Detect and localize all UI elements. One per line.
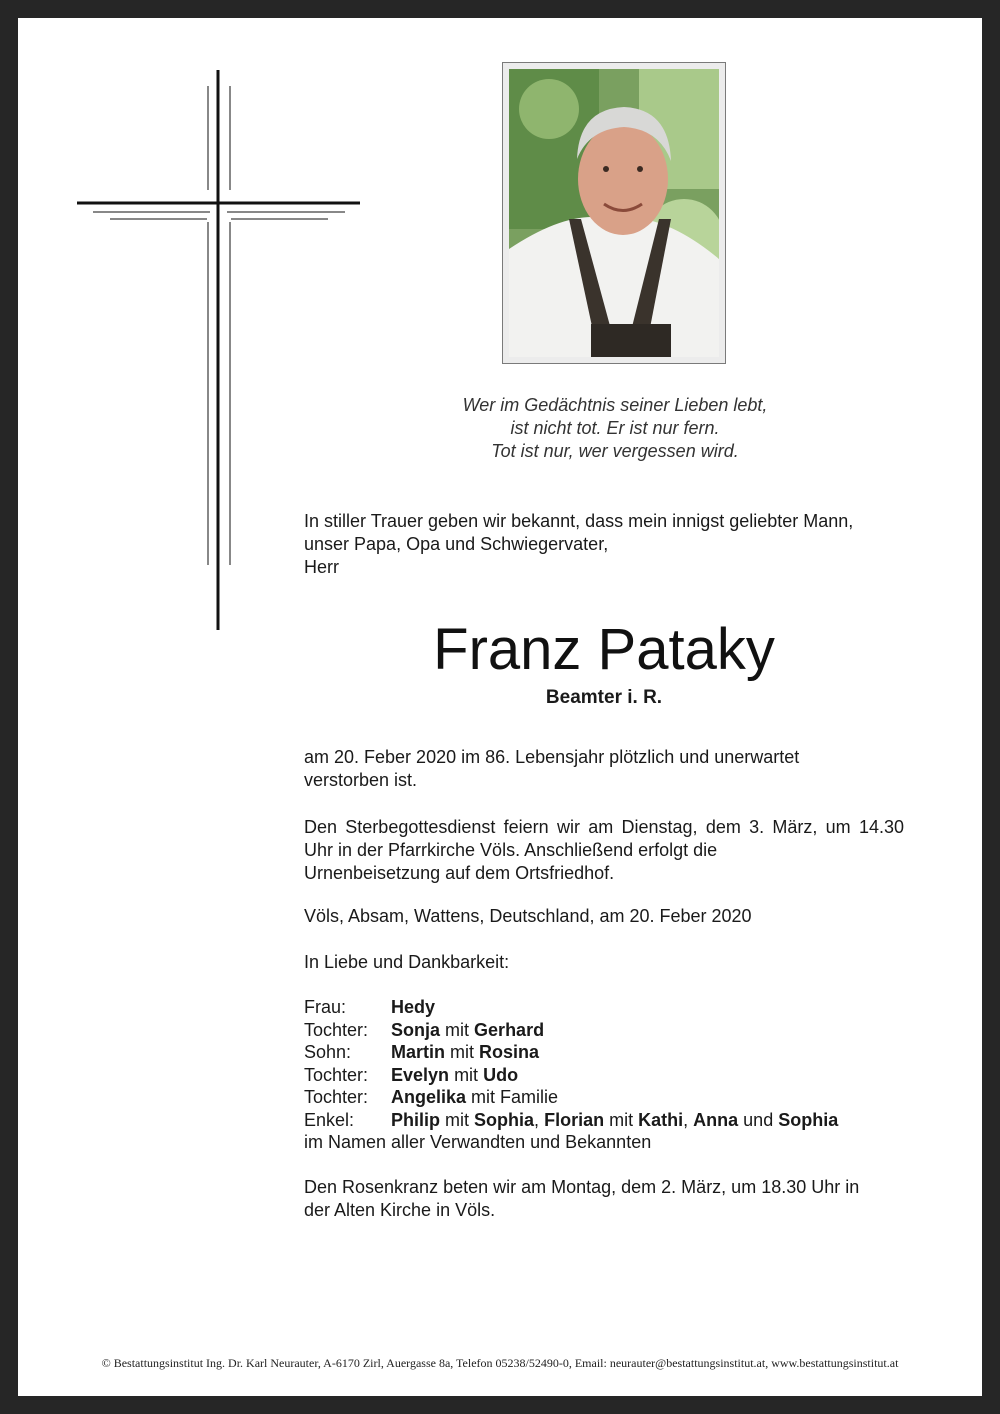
portrait-photo	[502, 62, 726, 364]
mourners-closing: im Namen aller Verwandten und Bekannten	[304, 1132, 652, 1152]
relation-label: Enkel:	[304, 1109, 355, 1130]
mourner-name: Anna	[693, 1109, 739, 1130]
intro-line: Herr	[304, 557, 339, 577]
relation-label: Tochter:	[304, 1087, 369, 1107]
mourner-row	[304, 1064, 924, 1087]
mourner-name: Hedy	[391, 997, 436, 1017]
mourner-name: Florian	[544, 1109, 605, 1130]
mourners-list	[304, 996, 924, 1154]
memorial-quote	[400, 394, 830, 463]
mourner-name: Philip	[391, 1109, 440, 1130]
funeral-home-footer: © Bestattungsinstitut Ing. Dr. Karl Neurauter, A-6170 Zirl, Auergasse 8a, Telefon 05238/52490-0, Email: neurauter@bestattungsinstitut.at, www.bestattungsinstitut.at	[101, 1356, 899, 1370]
mourner-row	[304, 1086, 924, 1109]
relation-label: Frau:	[304, 997, 347, 1017]
mourner-row	[304, 1109, 924, 1132]
mourner-row	[304, 1041, 924, 1064]
mourner-name: Sophia	[474, 1109, 535, 1130]
comma: ,	[534, 1109, 540, 1130]
announcement-intro	[304, 510, 924, 579]
funeral-service	[304, 816, 904, 885]
death-notice-line: am 20. Feber 2020 im 86. Lebensjahr plötzlich und unerwartet	[304, 747, 800, 767]
relation-label: Tochter:	[304, 1019, 369, 1040]
deceased-title: Beamter i. R.	[545, 687, 663, 708]
relation-label: Sohn:	[304, 1042, 352, 1062]
mourner-name: Kathi	[638, 1109, 684, 1130]
connector-text: mit Familie	[471, 1087, 559, 1107]
intro-line: unser Papa, Opa und Schwiegervater,	[304, 534, 609, 554]
connector-text: mit	[445, 1019, 470, 1040]
gratitude-line: In Liebe und Dankbarkeit:	[304, 952, 510, 972]
rosary-line: der Alten Kirche in Völs.	[304, 1200, 496, 1220]
mourner-name: Sophia	[778, 1109, 839, 1130]
mourner-name: Angelika	[391, 1087, 467, 1107]
mourner-name: Gerhard	[474, 1019, 545, 1040]
mourner-name: Sonja	[391, 1019, 441, 1040]
connector-text: mit	[454, 1064, 479, 1085]
mourner-name: Evelyn	[391, 1064, 450, 1085]
quote-line: Tot ist nur, wer vergessen wird.	[491, 441, 739, 461]
death-notice	[304, 746, 904, 792]
mourner-name: Rosina	[479, 1042, 540, 1062]
connector-text: mit	[609, 1109, 634, 1130]
funeral-line: Urnenbeisetzung auf dem Ortsfriedhof.	[304, 863, 615, 883]
comma: ,	[683, 1109, 689, 1130]
rosary-notice	[304, 1176, 904, 1222]
mourner-name: Martin	[391, 1042, 445, 1062]
funeral-line: 14.30 Uhr in der Pfarrkirche Völs. Anschließend erfolgt die	[304, 817, 904, 860]
mourner-row	[304, 996, 924, 1019]
quote-line: ist nicht tot. Er ist nur fern.	[510, 418, 720, 438]
place-date: Völs, Absam, Wattens, Deutschland, am 20. Feber 2020	[304, 906, 752, 926]
death-notice-line: verstorben ist.	[304, 770, 418, 790]
relation-label: Tochter:	[304, 1064, 369, 1085]
connector-text: mit	[445, 1109, 470, 1130]
deceased-name: Franz Pataky	[433, 617, 775, 682]
mourner-name: Udo	[483, 1064, 519, 1085]
quote-line: Wer im Gedächtnis seiner Lieben lebt,	[462, 395, 768, 415]
funeral-line: Den Sterbegottesdienst feiern wir am Dienstag, dem 3. März, um	[304, 817, 851, 837]
mourner-row	[304, 1019, 924, 1042]
intro-line: In stiller Trauer geben wir bekannt, dass mein innigst geliebter Mann,	[304, 511, 854, 531]
connector-text: und	[743, 1109, 774, 1130]
connector-text: mit	[450, 1042, 475, 1062]
rosary-line: Den Rosenkranz beten wir am Montag, dem 2. März, um 18.30 Uhr in	[304, 1177, 860, 1197]
